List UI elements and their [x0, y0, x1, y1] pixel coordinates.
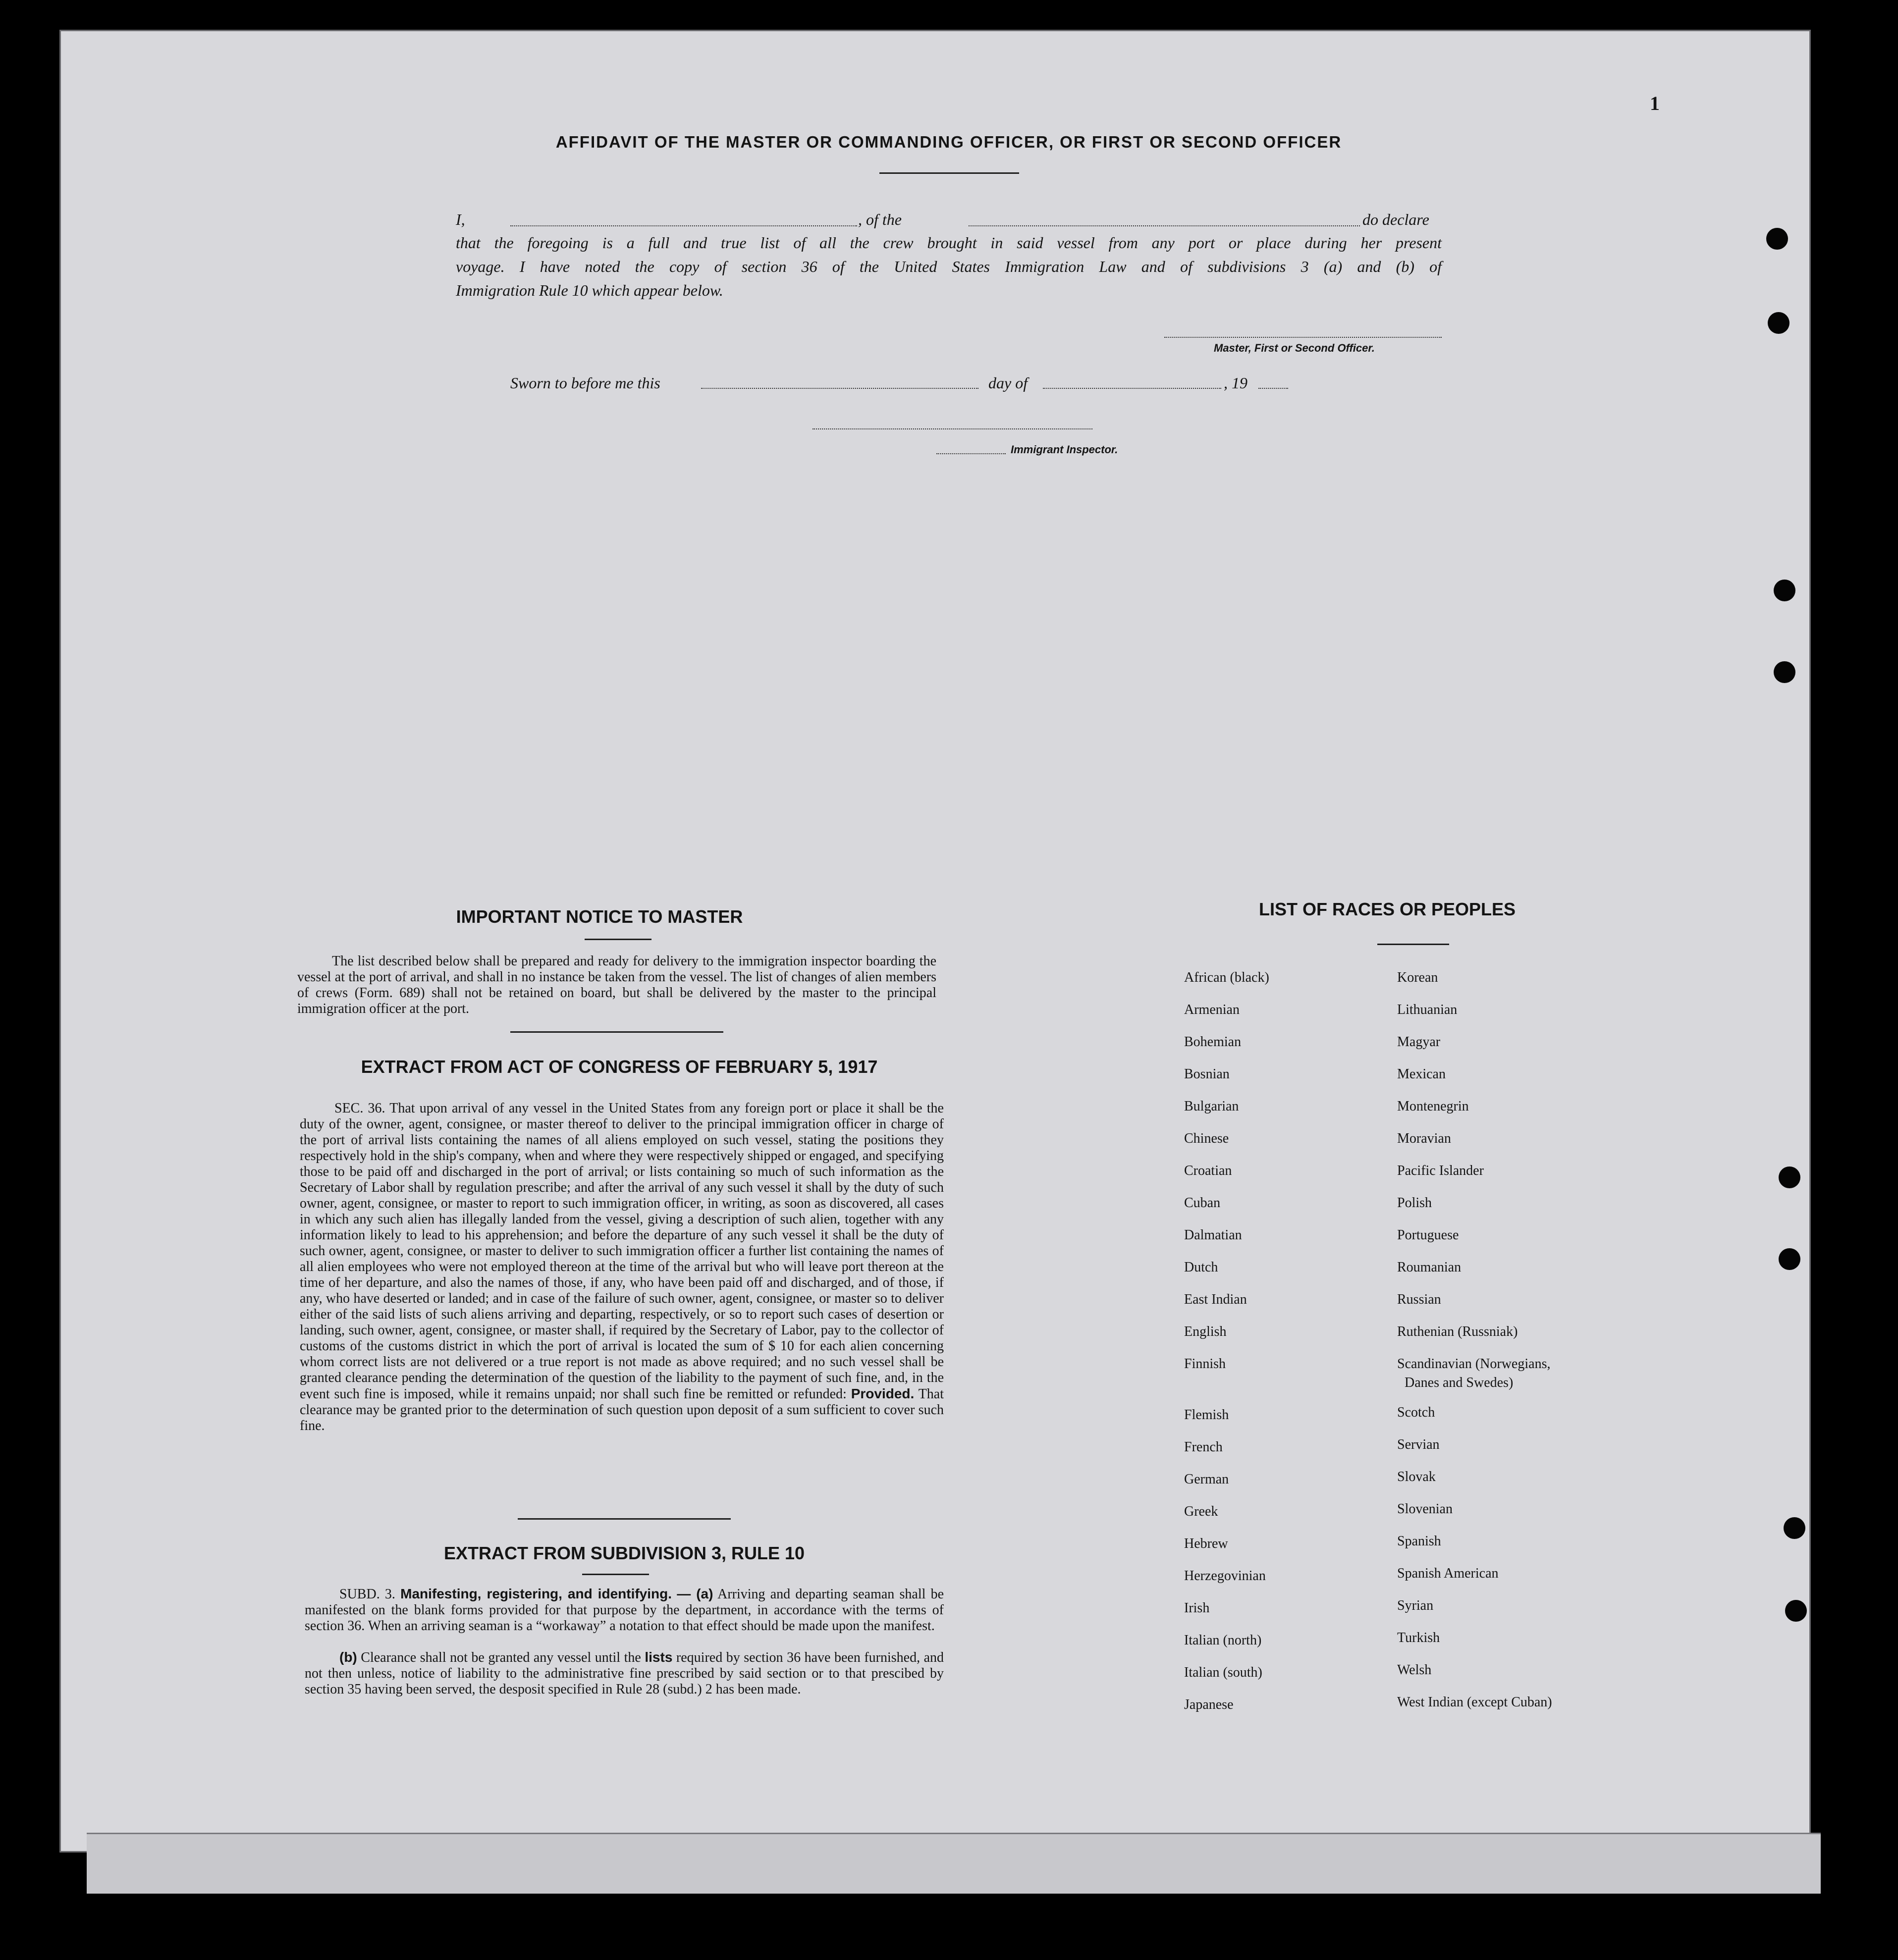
- race-item: Bulgarian: [1184, 1099, 1239, 1114]
- race-item: Turkish: [1397, 1630, 1440, 1645]
- rule-para-a: [305, 1586, 944, 1634]
- para-a-text: Arriving and departing seaman shall be manifested on the blank forms provided for that purpose by the department, in accordance with the terms of section 36. When an arriving seaman is a “workaway” a notation to that effect should be made upon the manifest.: [305, 1587, 944, 1634]
- sworn-month-blank: [1043, 388, 1221, 389]
- day-of-label: day of: [988, 374, 1028, 392]
- race-item: Bohemian: [1184, 1034, 1242, 1050]
- page-number: 1: [1650, 92, 1660, 114]
- rule-title-rule: [582, 1574, 649, 1575]
- race-item: German: [1184, 1472, 1229, 1487]
- sworn-date-blank: [701, 388, 978, 389]
- provided-keyword: Provided.: [851, 1386, 915, 1401]
- affidavit-declare-label: do declare: [1362, 211, 1429, 228]
- race-item: Greek: [1184, 1504, 1218, 1519]
- rule-extract-title: EXTRACT FROM SUBDIVISION 3, RULE 10: [443, 1543, 805, 1563]
- races-title: LIST OF RACES OR PEOPLES: [1258, 899, 1516, 919]
- race-item: Roumanian: [1397, 1260, 1462, 1275]
- race-item: Scandinavian (Norwegians,: [1397, 1356, 1551, 1372]
- race-item: English: [1184, 1324, 1227, 1339]
- race-item: Pacific Islander: [1397, 1163, 1484, 1178]
- binder-hole: [1774, 661, 1795, 683]
- race-item: Polish: [1397, 1195, 1432, 1211]
- rule-para-b: [305, 1649, 944, 1697]
- race-item: African (black): [1184, 970, 1269, 985]
- inspector-line: [813, 428, 1092, 429]
- para-b-mark: (b): [339, 1649, 357, 1665]
- signature-line: [1164, 337, 1442, 338]
- act-extract-body: [300, 1101, 944, 1434]
- para-b-text: Clearance shall not be granted any vessel until the: [361, 1650, 641, 1665]
- race-item: Armenian: [1184, 1002, 1240, 1017]
- race-item: Montenegrin: [1397, 1099, 1469, 1114]
- race-item: Portuguese: [1397, 1227, 1459, 1243]
- races-title-rule: [1377, 944, 1449, 945]
- race-item: Mexican: [1397, 1066, 1446, 1082]
- sworn-year-blank: [1258, 388, 1288, 389]
- race-item: Danes and Swedes): [1405, 1375, 1514, 1390]
- affidavit-title: AFFIDAVIT OF THE MASTER OR COMMANDING OFFICER, OR FIRST OR SECOND OFFICER: [555, 133, 1342, 151]
- binder-hole: [1779, 1248, 1800, 1270]
- race-item: Spanish: [1397, 1534, 1441, 1549]
- affidavit-of-the-label: , of the: [858, 211, 902, 228]
- race-item: Welsh: [1397, 1662, 1432, 1678]
- race-item: Ruthenian (Russniak): [1397, 1324, 1518, 1339]
- binder-hole: [1785, 1600, 1807, 1622]
- act-extract-text-end: That clearance may be granted prior to the determination of such question upon deposit of a sum sufficient to cover such fine.: [300, 1386, 944, 1433]
- race-item: East Indian: [1184, 1292, 1247, 1307]
- binder-hole: [1774, 580, 1795, 601]
- race-item: Dutch: [1184, 1260, 1218, 1275]
- act-extract-text: SEC. 36. That upon arrival of any vessel in the United States from any foreign port or place it shall be the duty of the owner, agent, consignee, or master thereof to deliver to the principal immigration officer in charge of the port of arrival lists containing the names of all aliens employed on such vessel, stating the positions they respectively hold in the ship's company, when and where they were respectively shipped or engaged, and specifying those to be paid off and discharged in the port of arrival; or lists containing so much of such information as the Secretary of Labor shall by regulation prescribe; and after the arrival of any such vessel it shall by the duty of such owner, agent, consignee, or master to report to such immigration officer, in writing, as soon as discovered, all cases in which any such alien has illegally landed from the vessel, giving a description of such alien, together with any information likely to lead to his apprehension; and before the departure of any such vessel it shall be the duty of such owner, agent, consignee, or master to deliver to such immigration officer a further list containing the names of all alien employees who were not employed thereon at the time of the arrival but who will leave port thereon at the time of her departure, and also the names of those, if any, who have been paid off and discharged, and of those, if any, who have deserted or landed; and in case of the failure of such owner, agent, consignee, or master so to deliver either of the said lists of such aliens arriving and departing, respectively, or so to report such cases of desertion or landing, such owner, agent, consignee, or master shall, if required by the Secretary of Labor, pay to the collector of customs of the customs district in which the port of arrival is located the sum of $ 10 for each alien concerning whom correct lists are not delivered or a true report is not made as above required; and no such vessel shall be granted clearance pending the determination of the question of the liability to the payment of such fine, and, in the event such fine is imposed, while it remains unpaid; nor shall such fine be remitted or refunded:: [300, 1101, 944, 1402]
- year-label: , 19: [1224, 374, 1247, 392]
- race-item: Korean: [1397, 970, 1438, 985]
- affidavit-line-3: voyage. I have noted the copy of section 36 of the United States Immigration Law and of subdivisions 3 (a) and (b) of: [456, 258, 1442, 275]
- race-item: Magyar: [1397, 1034, 1441, 1050]
- race-item: Moravian: [1397, 1131, 1451, 1146]
- affidavit-line-2: that the foregoing is a full and true list of all the crew brought in said vessel from any port or place during her present: [456, 234, 1442, 252]
- race-item: Russian: [1397, 1292, 1441, 1307]
- race-item: Hebrew: [1184, 1536, 1228, 1551]
- race-item: Spanish American: [1397, 1566, 1499, 1581]
- race-item: Slovak: [1397, 1469, 1436, 1484]
- race-item: Servian: [1397, 1437, 1440, 1452]
- affidavit-i-label: I,: [456, 211, 465, 228]
- race-item: Lithuanian: [1397, 1002, 1458, 1017]
- underlying-sheet: [87, 1833, 1821, 1894]
- race-item: Dalmatian: [1184, 1227, 1242, 1243]
- title-rule: [879, 172, 1019, 174]
- section-rule: [518, 1518, 731, 1520]
- race-item: Bosnian: [1184, 1066, 1230, 1082]
- sworn-label: Sworn to before me this: [510, 374, 660, 392]
- binder-hole: [1779, 1166, 1800, 1188]
- race-item: Syrian: [1397, 1598, 1434, 1613]
- para-a-mark: — (a): [677, 1586, 713, 1601]
- affidavit-line-4: Immigration Rule 10 which appear below.: [456, 281, 723, 299]
- inspector-dots: [936, 453, 1006, 454]
- race-item: Irish: [1184, 1600, 1210, 1616]
- race-item: French: [1184, 1439, 1223, 1455]
- race-item: Slovenian: [1397, 1501, 1453, 1517]
- subd-label: SUBD. 3.: [339, 1587, 395, 1602]
- act-extract-title: EXTRACT FROM ACT OF CONGRESS OF FEBRUARY 5, 1917: [361, 1057, 878, 1077]
- name-blank: [510, 225, 857, 226]
- binder-hole: [1784, 1517, 1805, 1539]
- race-item: Croatian: [1184, 1163, 1232, 1178]
- inspector-label: Immigrant Inspector.: [1011, 443, 1118, 456]
- race-item: Cuban: [1184, 1195, 1221, 1211]
- document-sheet: [59, 30, 1811, 1853]
- signature-label: Master, First or Second Officer.: [1214, 342, 1375, 354]
- race-item: Flemish: [1184, 1407, 1229, 1423]
- race-item: Italian (north): [1184, 1633, 1262, 1648]
- race-item: Japanese: [1184, 1697, 1234, 1712]
- subd-heading: Manifesting, registering, and identifying.: [400, 1586, 672, 1601]
- para-b-lists: lists: [645, 1649, 673, 1665]
- notice-title: IMPORTANT NOTICE TO MASTER: [456, 906, 743, 927]
- binder-hole: [1766, 228, 1788, 250]
- binder-hole: [1768, 312, 1790, 334]
- race-item: Finnish: [1184, 1356, 1226, 1372]
- para-b-text-end: required by section 36 have been furnished, and not then unless, notice of liability to the administrative fine prescribed by said section or to that prescibed by section 35 having been served, the desposit specified in Rule 28 (subd.) 2 has been made.: [305, 1650, 944, 1697]
- race-item: Herzegovinian: [1184, 1568, 1266, 1584]
- section-rule: [510, 1031, 723, 1033]
- race-item: Italian (south): [1184, 1665, 1262, 1680]
- race-item: Scotch: [1397, 1405, 1435, 1420]
- race-item: Chinese: [1184, 1131, 1229, 1146]
- vessel-blank: [969, 225, 1360, 226]
- notice-title-rule: [585, 939, 651, 940]
- race-item: West Indian (except Cuban): [1397, 1695, 1552, 1710]
- notice-body: The list described below shall be prepared and ready for delivery to the immigration inspector boarding the vessel at the port of arrival, and shall in no instance be taken from the vessel. The list of changes of alien members of crews (Form. 689) shall not be retained on board, but shall be delivered by the master to the principal immigration officer at the port.: [297, 954, 936, 1016]
